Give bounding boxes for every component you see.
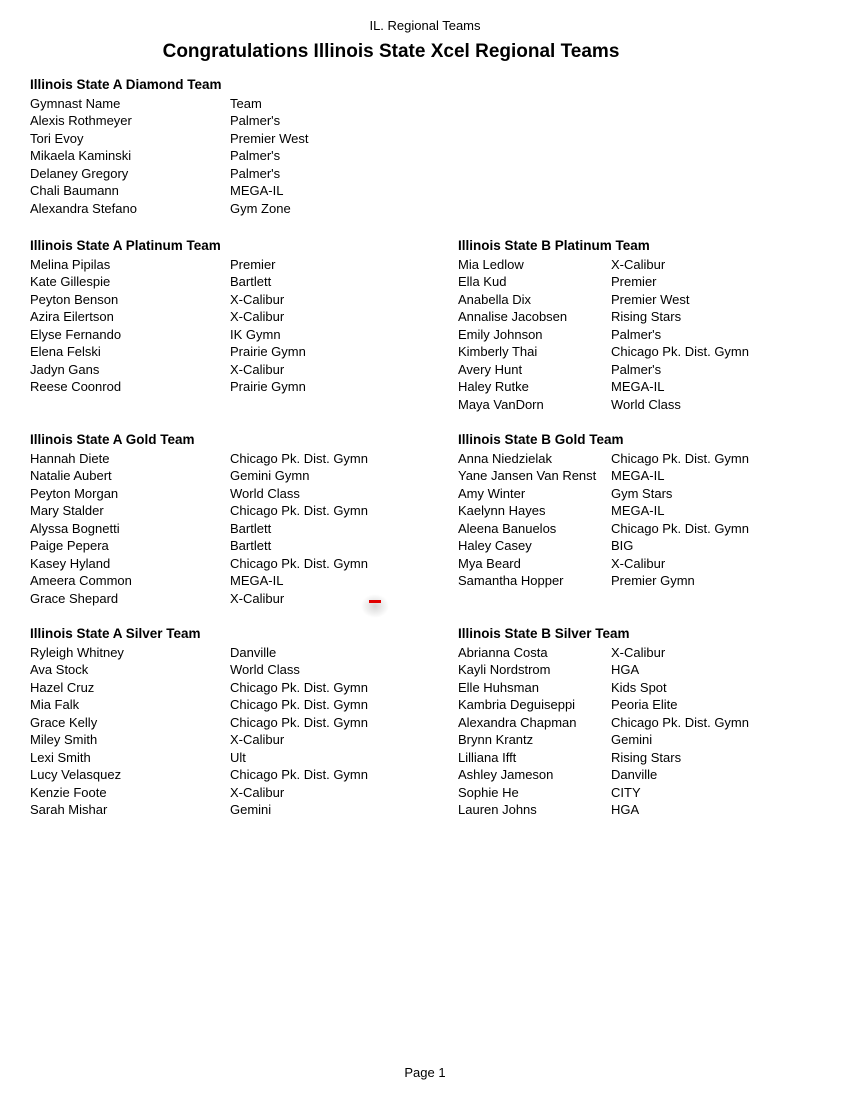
team-name: IK Gymn [230, 326, 281, 342]
gymnast-name: Ashley Jameson [458, 767, 554, 783]
team-name: Chicago Pk. Dist. Gymn [230, 503, 368, 519]
team-section [458, 237, 749, 413]
section-title: Illinois State B Platinum Team [458, 238, 650, 253]
gymnast-name: Brynn Krantz [458, 732, 534, 748]
gymnast-name: Ella Kud [458, 274, 507, 290]
team-name: Premier West [611, 291, 690, 307]
document-header: IL. Regional Teams [369, 18, 481, 33]
gymnast-name: Kayli Nordstrom [458, 662, 551, 678]
team-name: X-Calibur [611, 555, 666, 571]
gymnast-name: Alexis Rothmeyer [30, 113, 132, 129]
gymnast-name: Paige Pepera [30, 538, 109, 554]
table-row [30, 326, 306, 343]
team-name: Gym Zone [230, 200, 291, 216]
gymnast-name: Mya Beard [458, 555, 521, 571]
gymnast-name: Avery Hunt [458, 361, 523, 377]
table-row [30, 661, 368, 678]
table-row [458, 291, 749, 308]
section-rows [458, 256, 749, 413]
team-name: Palmer's [230, 165, 281, 181]
gymnast-name: Kasey Hyland [30, 555, 111, 571]
table-row [458, 396, 749, 413]
gymnast-name: Chali Baumann [30, 183, 119, 199]
gymnast-name: Alexandra Chapman [458, 714, 577, 730]
table-row [30, 731, 368, 748]
team-name: Chicago Pk. Dist. Gymn [611, 344, 749, 360]
gymnast-name: Lucy Velasquez [30, 767, 122, 783]
table-row [30, 801, 368, 818]
gymnast-name: Lilliana Ifft [458, 749, 517, 765]
team-name: HGA [611, 802, 640, 818]
team-section [30, 76, 309, 217]
team-section [30, 431, 368, 607]
table-row [458, 731, 749, 748]
table-row [30, 308, 306, 325]
gymnast-name: Reese Coonrod [30, 379, 122, 395]
gymnast-name: Hazel Cruz [30, 679, 95, 695]
gymnast-name: Emily Johnson [458, 326, 543, 342]
team-name: World Class [230, 662, 300, 678]
gymnast-name: Grace Shepard [30, 590, 119, 606]
team-name: Chicago Pk. Dist. Gymn [230, 679, 368, 695]
team-name: Peoria Elite [611, 697, 678, 713]
section-rows [30, 112, 309, 217]
gymnast-name: Ryleigh Whitney [30, 645, 124, 660]
table-row [30, 679, 368, 696]
section-rows [458, 644, 749, 819]
column-header-team: Team [230, 96, 262, 111]
table-row [30, 749, 368, 766]
team-name: Chicago Pk. Dist. Gymn [230, 767, 368, 783]
team-name: MEGA-IL [611, 468, 665, 484]
gymnast-name: Azira Eilertson [30, 309, 114, 325]
gymnast-name: Tori Evoy [30, 130, 84, 146]
table-row [30, 200, 309, 217]
gymnast-name: Mikaela Kaminski [30, 148, 132, 164]
gymnast-name: Ava Stock [30, 662, 89, 678]
gymnast-name: Sarah Mishar [30, 802, 108, 818]
team-name: Rising Stars [611, 309, 682, 325]
table-row [30, 273, 306, 290]
team-name: Chicago Pk. Dist. Gymn [611, 520, 749, 536]
gymnast-name: Miley Smith [30, 732, 98, 748]
gymnast-name: Hannah Diete [30, 451, 110, 466]
team-name: Chicago Pk. Dist. Gymn [611, 714, 749, 730]
table-row [458, 502, 749, 519]
table-row [458, 308, 749, 325]
table-row [30, 502, 368, 519]
table-row [458, 572, 749, 589]
section-title: Illinois State A Platinum Team [30, 238, 221, 253]
team-name: CITY [611, 784, 641, 800]
team-name: Gemini Gymn [230, 468, 310, 484]
team-name: Gym Stars [611, 485, 673, 501]
team-name: Gemini [230, 802, 272, 818]
gymnast-name: Alexandra Stefano [30, 200, 137, 216]
page-title: Congratulations Illinois State Xcel Regional Teams [162, 41, 620, 62]
table-row [458, 256, 749, 273]
team-section [458, 431, 749, 590]
team-name: BIG [611, 538, 634, 554]
table-row [30, 555, 368, 572]
section-rows [30, 450, 368, 607]
section-rows [458, 450, 749, 590]
team-name: Palmer's [230, 148, 281, 164]
team-name: Bartlett [230, 274, 272, 290]
red-dash-halo [355, 589, 395, 623]
team-name: World Class [230, 485, 300, 501]
team-name: Palmer's [611, 361, 662, 377]
gymnast-name: Sophie He [458, 784, 519, 800]
gymnast-name: Mia Ledlow [458, 257, 524, 272]
table-row [458, 485, 749, 502]
team-name: MEGA-IL [230, 573, 284, 589]
table-row [30, 784, 368, 801]
team-name: Ult [230, 749, 246, 765]
section-title: Illinois State B Gold Team [458, 432, 624, 447]
table-row [30, 343, 306, 360]
team-name: X-Calibur [611, 645, 666, 660]
table-row [30, 182, 309, 199]
section-title: Illinois State A Diamond Team [30, 77, 222, 92]
gymnast-name: Abrianna Costa [458, 645, 548, 660]
table-row [30, 590, 368, 607]
section-title: Illinois State B Silver Team [458, 626, 630, 641]
team-section [30, 237, 306, 396]
team-name: Bartlett [230, 520, 272, 536]
table-row [30, 714, 368, 731]
gymnast-name: Kate Gillespie [30, 274, 111, 290]
gymnast-name: Elyse Fernando [30, 326, 122, 342]
gymnast-name: Anna Niedzielak [458, 451, 552, 466]
gymnast-name: Mia Falk [30, 697, 80, 713]
table-row [458, 343, 749, 360]
table-row [30, 130, 309, 147]
table-row [30, 766, 368, 783]
table-row [30, 485, 368, 502]
table-row [30, 112, 309, 129]
table-row [458, 749, 749, 766]
section-rows [30, 256, 306, 396]
team-name: Kids Spot [611, 679, 667, 695]
table-row [30, 520, 368, 537]
team-section [30, 625, 368, 819]
table-row [458, 450, 749, 467]
gymnast-name: Lauren Johns [458, 802, 537, 818]
gymnast-name: Elena Felski [30, 344, 101, 360]
gymnast-name: Peyton Morgan [30, 485, 119, 501]
table-row [30, 644, 368, 661]
team-name: Premier West [230, 130, 309, 146]
gymnast-name: Kambria Deguiseppi [458, 697, 576, 713]
team-name: Bartlett [230, 538, 272, 554]
table-row [458, 537, 749, 554]
team-name: Rising Stars [611, 749, 682, 765]
team-name: Palmer's [230, 113, 281, 129]
table-row [30, 361, 306, 378]
gymnast-name: Mary Stalder [30, 503, 104, 519]
gymnast-name: Jadyn Gans [30, 361, 100, 377]
gymnast-name: Melina Pipilas [30, 257, 111, 272]
section-title: Illinois State A Gold Team [30, 432, 195, 447]
gymnast-name: Kenzie Foote [30, 784, 107, 800]
team-name: X-Calibur [230, 784, 285, 800]
column-header-gymnast: Gymnast Name [30, 96, 121, 111]
table-row [458, 679, 749, 696]
gymnast-name: Elle Huhsman [458, 679, 539, 695]
gymnast-name: Ameera Common [30, 573, 132, 589]
table-row [458, 801, 749, 818]
table-row [30, 696, 368, 713]
team-name: Prairie Gymn [230, 379, 306, 395]
team-name: Prairie Gymn [230, 344, 306, 360]
table-row [30, 378, 306, 395]
table-row [30, 147, 309, 164]
table-row [458, 696, 749, 713]
table-row [458, 784, 749, 801]
gymnast-name: Yane Jansen Van Renst [458, 468, 597, 484]
column-headers [30, 95, 309, 112]
team-name: Palmer's [611, 326, 662, 342]
team-name: MEGA-IL [230, 183, 284, 199]
table-row [30, 467, 368, 484]
team-name: Premier Gymn [611, 573, 695, 589]
red-dash-annotation [369, 600, 381, 603]
table-row [458, 520, 749, 537]
team-name: X-Calibur [230, 309, 285, 325]
team-section [458, 625, 749, 819]
team-name: MEGA-IL [611, 503, 665, 519]
team-name: Chicago Pk. Dist. Gymn [230, 697, 368, 713]
gymnast-name: Alyssa Bognetti [30, 520, 120, 536]
gymnast-name: Aleena Banuelos [458, 520, 557, 536]
gymnast-name: Samantha Hopper [458, 573, 564, 589]
table-row [458, 467, 749, 484]
table-row [458, 644, 749, 661]
section-title: Illinois State A Silver Team [30, 626, 201, 641]
table-row [30, 450, 368, 467]
team-name: Chicago Pk. Dist. Gymn [230, 714, 368, 730]
team-name: X-Calibur [611, 257, 666, 272]
table-row [30, 256, 306, 273]
team-name: Chicago Pk. Dist. Gymn [230, 451, 368, 466]
gymnast-name: Maya VanDorn [458, 396, 544, 412]
team-name: Gemini [611, 732, 653, 748]
gymnast-name: Kimberly Thai [458, 344, 538, 360]
table-row [458, 714, 749, 731]
team-name: Chicago Pk. Dist. Gymn [611, 451, 749, 466]
team-name: World Class [611, 396, 681, 412]
table-row [458, 661, 749, 678]
team-name: MEGA-IL [611, 379, 665, 395]
team-name: HGA [611, 662, 640, 678]
gymnast-name: Amy Winter [458, 485, 526, 501]
team-name: X-Calibur [230, 291, 285, 307]
table-row [30, 165, 309, 182]
gymnast-name: Lexi Smith [30, 749, 91, 765]
team-name: X-Calibur [230, 361, 285, 377]
table-row [458, 378, 749, 395]
gymnast-name: Kaelynn Hayes [458, 503, 546, 519]
team-name: Danville [230, 645, 277, 660]
gymnast-name: Anabella Dix [458, 291, 531, 307]
page-number: Page 1 [404, 1065, 446, 1080]
gymnast-name: Delaney Gregory [30, 165, 129, 181]
team-name: X-Calibur [230, 590, 285, 606]
gymnast-name: Peyton Benson [30, 291, 119, 307]
table-row [458, 766, 749, 783]
table-row [458, 273, 749, 290]
section-rows [30, 644, 368, 819]
table-row [458, 361, 749, 378]
gymnast-name: Natalie Aubert [30, 468, 112, 484]
gymnast-name: Haley Rutke [458, 379, 529, 395]
team-name: Premier [230, 257, 276, 272]
gymnast-name: Annalise Jacobsen [458, 309, 568, 325]
table-row [458, 326, 749, 343]
table-row [30, 291, 306, 308]
gymnast-name: Haley Casey [458, 538, 532, 554]
table-row [30, 572, 368, 589]
team-name: Danville [611, 767, 658, 783]
team-name: X-Calibur [230, 732, 285, 748]
team-name: Premier [611, 274, 657, 290]
gymnast-name: Grace Kelly [30, 714, 98, 730]
table-row [30, 537, 368, 554]
table-row [458, 555, 749, 572]
team-name: Chicago Pk. Dist. Gymn [230, 555, 368, 571]
